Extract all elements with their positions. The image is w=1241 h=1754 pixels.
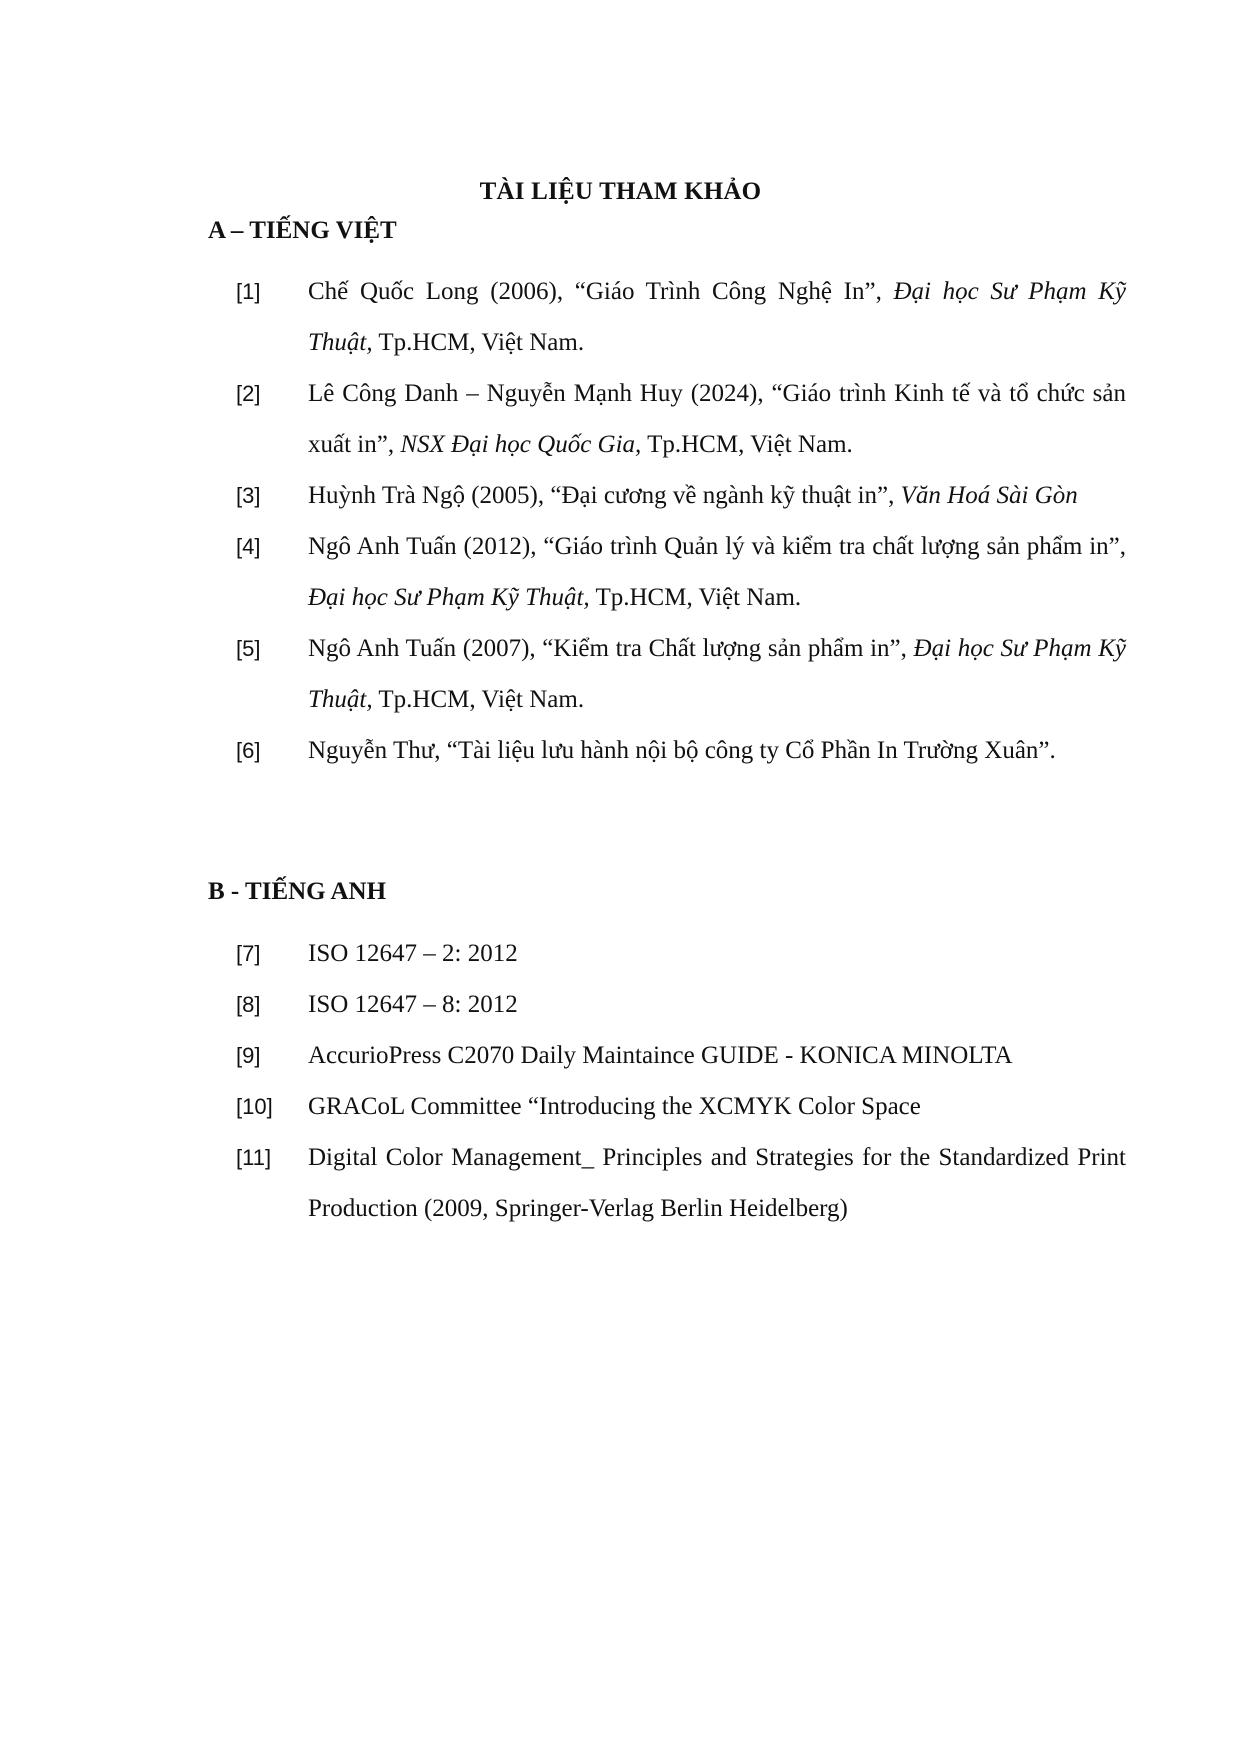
reference-text: Digital Color Management_ Principles and Strategies for the Standardized Print Production (2009, Springer-Verlag Berlin Heidelberg) <box>308 1144 1126 1222</box>
reference-text: Nguyễn Thư, “Tài liệu lưu hành nội bộ công ty Cổ Phần In Trường Xuân”. <box>308 737 1056 764</box>
reference-item <box>236 1030 1126 1081</box>
reference-list-vietnamese <box>236 266 1126 776</box>
reference-item <box>236 623 1126 725</box>
page-title: TÀI LIỆU THAM KHẢO <box>479 178 762 205</box>
reference-item <box>236 1132 1126 1234</box>
reference-publisher: Văn Hoá Sài Gòn <box>900 482 1078 509</box>
reference-item <box>236 368 1126 470</box>
reference-text: Chế Quốc Long (2006), “Giáo Trình Công Nghệ In”, Đại học Sư Phạm Kỹ Thuật, Tp.HCM, Việt Nam. <box>308 278 1126 356</box>
reference-item <box>236 979 1126 1030</box>
reference-number: [1] <box>236 279 261 304</box>
reference-item <box>236 725 1126 776</box>
reference-text: ISO 12647 – 2: 2012 <box>308 940 518 967</box>
reference-item <box>236 1081 1126 1132</box>
reference-publisher: NSX Đại học Quốc Gia, <box>400 431 642 458</box>
reference-list-english <box>236 928 1126 1234</box>
reference-publisher: Đại học Sư Phạm Kỹ Thuật, <box>308 584 590 611</box>
reference-number: [2] <box>236 381 261 406</box>
reference-text: Huỳnh Trà Ngộ (2005), “Đại cương về ngành kỹ thuật in”, Văn Hoá Sài Gòn <box>308 482 1078 509</box>
reference-publisher: Đại học Sư Phạm Kỹ Thuật, <box>308 635 1127 713</box>
reference-text: ISO 12647 – 8: 2012 <box>308 991 518 1018</box>
reference-publisher: Đại học Sư Phạm Kỹ Thuật, <box>308 278 1126 356</box>
reference-number: [9] <box>236 1043 261 1068</box>
reference-text: Ngô Anh Tuấn (2012), “Giáo trình Quản lý và kiểm tra chất lượng sản phẩm in”, Đại học Sư Phạm Kỹ Thuật, Tp.HCM, Việt Nam. <box>308 533 1126 611</box>
reference-text: Ngô Anh Tuấn (2007), “Kiểm tra Chất lượng sản phẩm in”, Đại học Sư Phạm Kỹ Thuật, Tp.HCM, Việt Nam. <box>308 635 1127 713</box>
reference-number: [7] <box>236 941 261 966</box>
reference-number: [3] <box>236 483 261 508</box>
reference-number: [6] <box>236 738 261 763</box>
reference-number: [5] <box>236 636 261 661</box>
reference-number: [8] <box>236 992 261 1017</box>
section-heading-vietnamese: A – TIẾNG VIỆT <box>208 217 397 244</box>
reference-item <box>236 470 1126 521</box>
reference-text: AccurioPress C2070 Daily Maintaince GUIDE - KONICA MINOLTA <box>308 1042 1013 1069</box>
reference-item <box>236 521 1126 623</box>
reference-item <box>236 928 1126 979</box>
reference-item <box>236 266 1126 368</box>
reference-text: Lê Công Danh – Nguyễn Mạnh Huy (2024), “Giáo trình Kinh tế và tổ chức sản xuất in”, NSX Đại học Quốc Gia, Tp.HCM, Việt Nam. <box>308 380 1126 458</box>
reference-number: [11] <box>236 1145 272 1170</box>
reference-number: [10] <box>236 1094 273 1119</box>
section-heading-english: B - TIẾNG ANH <box>208 878 387 905</box>
reference-text: GRACoL Committee “Introducing the XCMYK Color Space <box>308 1093 921 1120</box>
reference-number: [4] <box>236 534 261 559</box>
